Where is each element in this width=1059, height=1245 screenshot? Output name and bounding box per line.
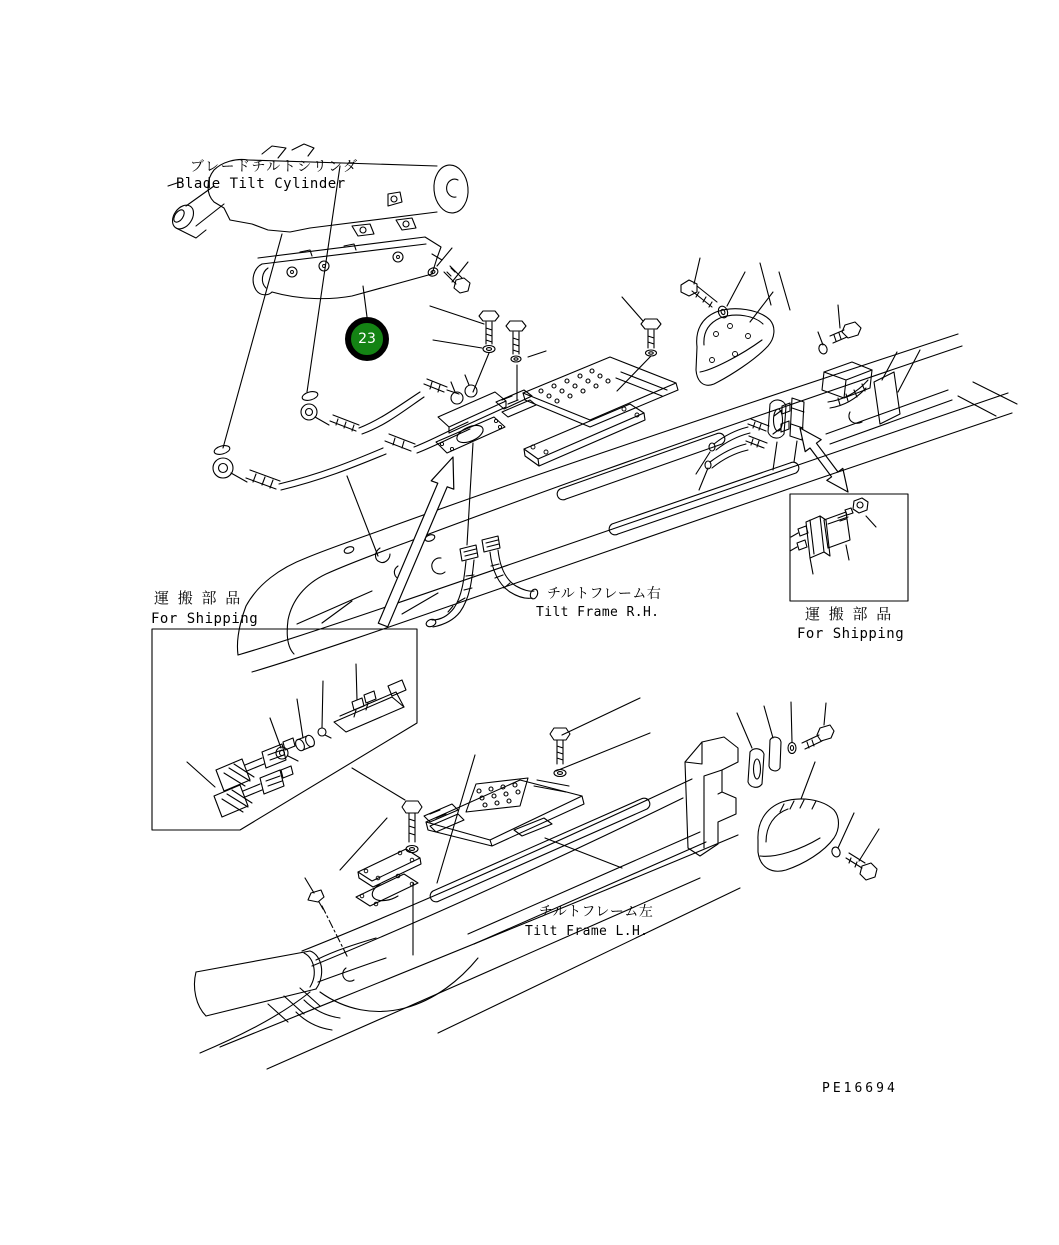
label-shipping-right-jp: 運 搬 部 品	[805, 605, 894, 623]
label-blade-tilt-cylinder-en: Blade Tilt Cylinder	[176, 176, 346, 192]
perforated-bracket-rh-drawing	[496, 357, 678, 427]
cover-plate-rh-drawing	[524, 404, 645, 466]
gasket-plate-bolt-drawing	[737, 702, 834, 787]
drawing-number: PE16694	[822, 1081, 898, 1096]
label-tilt-frame-rh-en: Tilt Frame R.H.	[536, 605, 660, 620]
label-shipping-left-en: For Shipping	[151, 611, 259, 627]
cover-bracket-rh-drawing	[696, 309, 774, 385]
part-callout-number: 23	[358, 331, 376, 347]
leader-lines-cylinder	[168, 166, 367, 448]
shipping-box-right-drawing	[790, 494, 908, 601]
bolt-icons-top	[479, 280, 861, 391]
cylinder-guard-drawing	[253, 237, 442, 299]
tilt-frame-lh-drawing	[194, 779, 740, 1069]
cover-plate-lh-drawing	[356, 849, 421, 955]
cover-bracket-lh-drawing	[758, 762, 879, 880]
bolt-icons-lh	[352, 698, 650, 853]
hose-assembly-left-drawing	[213, 379, 470, 556]
label-shipping-right-en: For Shipping	[797, 626, 905, 642]
label-shipping-left-jp: 運 搬 部 品	[154, 589, 243, 607]
label-tilt-frame-lh-jp: チルトフレーム左	[539, 904, 654, 920]
label-tilt-frame-lh-en: Tilt Frame L.H.	[525, 924, 649, 939]
label-blade-tilt-cylinder-jp: ブレードチルトシリンダ	[190, 159, 359, 175]
label-tilt-frame-rh-jp: チルトフレーム右	[547, 586, 662, 602]
perforated-bracket-lh-drawing	[340, 755, 622, 883]
part-callout-23[interactable]	[345, 317, 389, 361]
reference-arrow-up	[378, 457, 454, 627]
